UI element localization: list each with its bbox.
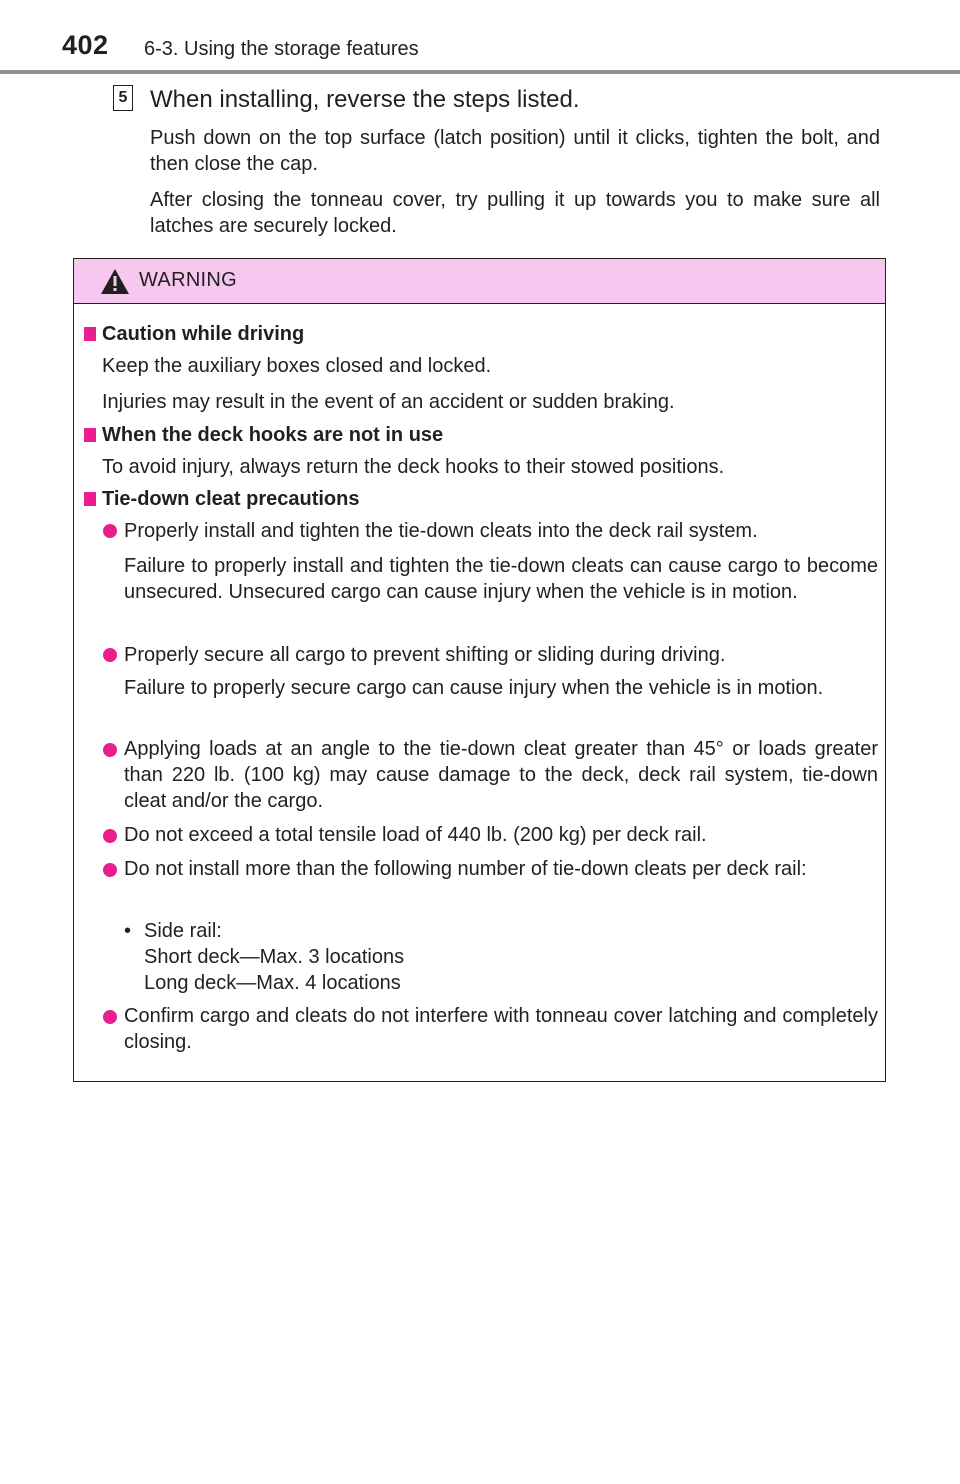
warning-text: Keep the auxiliary boxes closed and locked. xyxy=(102,355,492,377)
list-item: Side rail: xyxy=(144,920,222,942)
section-square-icon xyxy=(84,492,96,506)
section-title: 6-3. Using the storage features xyxy=(144,38,419,60)
bullet-dot-icon xyxy=(103,524,117,538)
warning-triangle-icon xyxy=(100,268,130,295)
step-title: When installing, reverse the steps listed. xyxy=(150,86,580,113)
bullet-subtext: Failure to properly secure cargo can cause injury when the vehicle is in motion. xyxy=(124,677,824,699)
list-line: Short deck—Max. 3 locations xyxy=(144,946,405,968)
bullet-subtext: Failure to properly install and tighten the tie-down cleats can cause cargo to become unsecured. Unsecured cargo can cause injury when the vehicle is in motion. xyxy=(124,555,878,603)
page-header xyxy=(0,0,960,76)
bullet-text: Properly secure all cargo to prevent shifting or sliding during driving. xyxy=(124,644,726,666)
bullet-text: Do not install more than the following number of tie-down cleats per deck rail: xyxy=(124,858,807,880)
bullet-dot-icon xyxy=(103,743,117,757)
warning-box xyxy=(73,258,886,1082)
warning-text: To avoid injury, always return the deck hooks to their stowed positions. xyxy=(102,456,725,478)
bullet-dot-icon xyxy=(103,863,117,877)
header-rule xyxy=(0,70,960,74)
warning-label: WARNING xyxy=(139,269,238,291)
bullet-dot-icon xyxy=(103,1010,117,1024)
bullet-text: Properly install and tighten the tie-down cleats into the deck rail system. xyxy=(124,520,758,542)
list-line: Long deck—Max. 4 locations xyxy=(144,972,401,994)
bullet-dot-icon xyxy=(103,829,117,843)
warning-text: Injuries may result in the event of an accident or sudden braking. xyxy=(102,391,675,413)
bullet-dot-icon xyxy=(103,648,117,662)
warning-heading: When the deck hooks are not in use xyxy=(102,424,444,446)
step-number-badge: 5 xyxy=(113,85,133,111)
bullet-text: Do not exceed a total tensile load of 440 lb. (200 kg) per deck rail. xyxy=(124,824,707,846)
warning-heading: Tie-down cleat precautions xyxy=(102,488,360,510)
warning-header xyxy=(74,259,885,304)
warning-heading: Caution while driving xyxy=(102,323,305,345)
list-bullet-glyph: • xyxy=(124,920,132,942)
bullet-text: Applying loads at an angle to the tie-down cleat greater than 45° or loads greater than 220 lb. (100 kg) may cause damage to the deck, deck rail system, tie-down cleat and/or the cargo. xyxy=(124,738,878,812)
section-square-icon xyxy=(84,327,96,341)
step-paragraph: After closing the tonneau cover, try pulling it up towards you to make sure all latches are securely locked. xyxy=(150,189,880,237)
bullet-text: Confirm cargo and cleats do not interfere with tonneau cover latching and completely closing. xyxy=(124,1005,878,1053)
step-paragraph: Push down on the top surface (latch position) until it clicks, tighten the bolt, and then close the cap. xyxy=(150,127,880,175)
page-number: 402 xyxy=(62,30,109,60)
section-square-icon xyxy=(84,428,96,442)
